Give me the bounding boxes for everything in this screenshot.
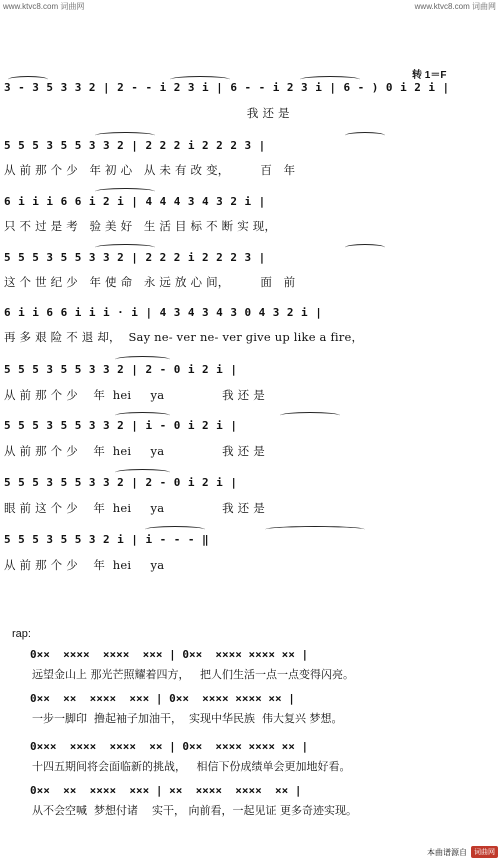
site-watermark-right: www.ktvc8.com 词曲网 [414, 2, 496, 11]
lyric-line: 眼 前 这 个 少 年 hei ya 我 还 是 [4, 501, 265, 515]
rap-label: rap: [12, 628, 31, 640]
site-logo-badge: 词曲网 [471, 846, 498, 858]
notation-line: 6 i i i 6 6 i 2 i | 4 4 4 3 4 3 2 i | [4, 195, 266, 208]
notation-line: 6 i i 6 6 i i i · i | 4 3 4 3 4 3 0 4 3 2 i | [4, 306, 323, 319]
notation-line: 5 5 5 3 5 5 3 3 2 | 2 2 2 i 2 2 2 3 | [4, 139, 266, 152]
notation-line: 5 5 5 3 5 5 3 3 2 | 2 2 2 i 2 2 2 3 | [4, 251, 266, 264]
notation-line: 3 - 3 5 3 3 2 | 2 - - i 2 3 i | 6 - - i 2 3 i | 6 - ) 0 i 2 i | [4, 81, 450, 94]
rap-lyric-line: 从不会空喊 梦想付诸 实干， 向前看，一起见证 更多奇迹实现。 [32, 804, 357, 817]
rap-rhythm-line: 0×× ×× ×××× ××× | 0×× ×××× ×××× ×× | [30, 692, 295, 705]
lyric-line: 从 前 那 个 少 年 hei ya 我 还 是 [4, 388, 265, 402]
notation-line: 5 5 5 3 5 5 3 3 2 | 2 - 0 i 2 i | [4, 476, 238, 489]
site-watermark-left: www.ktvc8.com 词曲网 [3, 2, 85, 11]
notation-line: 5 5 5 3 5 5 3 3 2 | 2 - 0 i 2 i | [4, 363, 238, 376]
rap-rhythm-line: 0×× ×× ×××× ××× | ×× ×××× ×××× ×× | [30, 784, 302, 797]
lyric-line: 从 前 那 个 少 年 hei ya [4, 558, 165, 572]
lyric-line: 我 还 是 [4, 106, 290, 120]
rap-rhythm-line: 0×× ×××× ×××× ××× | 0×× ×××× ×××× ×× | [30, 648, 309, 661]
lyric-line: 这 个 世 纪 少 年 使 命 永 远 放 心 间， 面 前 [4, 275, 296, 289]
lyric-line: 从 前 那 个 少 年 hei ya 我 还 是 [4, 444, 265, 458]
source-footer [427, 846, 498, 858]
notation-line: 5 5 5 3 5 5 3 2 i | i - - - ‖ [4, 533, 210, 546]
footer-text: 本曲谱源自 [427, 847, 467, 857]
lyric-line: 再 多 艰 险 不 退 却， Say ne- ver ne- ver give up like a fire， [4, 330, 364, 344]
rap-lyric-line: 十四五期间将会面临新的挑战， 相信下份成绩单会更加地好看。 [32, 760, 351, 773]
rap-lyric-line: 一步一脚印 撸起袖子加油干， 实现中华民族 伟大复兴 梦想。 [32, 712, 343, 725]
lyric-line: 只 不 过 是 考 验 美 好 生 活 目 标 不 断 实 现， [4, 219, 277, 233]
lyric-line: 从 前 那 个 少 年 初 心 从 未 有 改 变， 百 年 [4, 163, 296, 177]
rap-rhythm-line: 0××× ×××× ×××× ×× | 0×× ×××× ×××× ×× | [30, 740, 309, 753]
notation-line: 5 5 5 3 5 5 3 3 2 | i - 0 i 2 i | [4, 419, 238, 432]
rap-lyric-line: 远望金山上 那光芒照耀着四方， 把人们生活一点一点变得闪亮。 [32, 668, 354, 681]
key-change-label: 转 1＝F [412, 70, 447, 81]
